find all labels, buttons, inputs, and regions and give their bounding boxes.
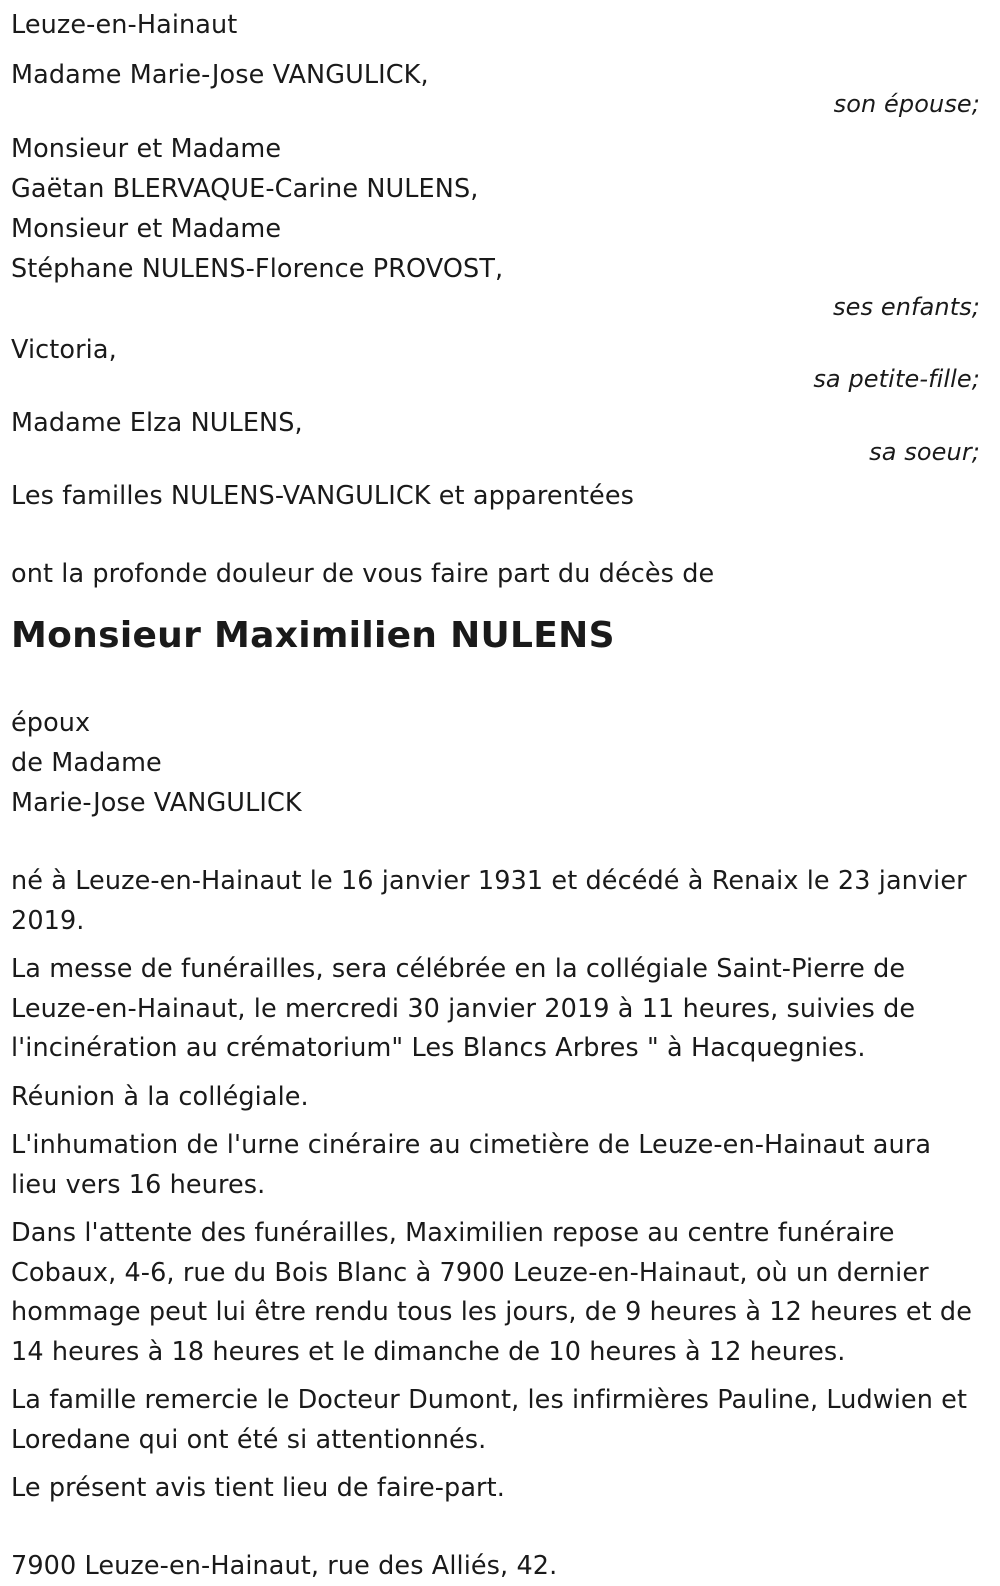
mourner-spouse (11, 55, 981, 116)
birth-death-paragraph: né à Leuze-en-Hainaut le 16 janvier 1931 et décédé à Renaix le 23 janvier 2019. (11, 866, 967, 936)
mass-paragraph: La messe de funérailles, sera célébrée en la collégiale Saint-Pierre de Leuze-en-Hainaut, le mercredi 30 janvier 2019 à 11 heures, suivies de l'incinération au crématorium" Les Blancs Arbres " à Hacquegnies. (11, 954, 916, 1063)
death-notice (11, 0, 981, 1586)
announcement-line: ont la profonde douleur de vous faire part du décès de (11, 559, 715, 589)
notice-paragraph: Le présent avis tient lieu de faire-part. (11, 1473, 505, 1503)
burial-paragraph: L'inhumation de l'urne cinéraire au cimetière de Leuze-en-Hainaut aura lieu vers 16 heures. (11, 1130, 932, 1200)
mourner-relation: sa soeur; (869, 438, 980, 466)
meeting-paragraph: Réunion à la collégiale. (11, 1081, 309, 1112)
deceased-name: Monsieur Maximilien NULENS (11, 615, 615, 656)
mourner-relation: son épouse; (833, 90, 980, 118)
spouse-line: époux (11, 708, 91, 738)
spouse-line: Marie-Jose VANGULICK (11, 788, 302, 818)
mourner-line: Madame Elza NULENS, (11, 408, 303, 438)
mourner-line: Monsieur et Madame (11, 214, 282, 244)
spouse-of-block (11, 703, 981, 823)
mourner-relation: sa petite-fille; (813, 365, 980, 393)
mourner-line: Monsieur et Madame (11, 134, 282, 164)
mourner-relation: ses enfants; (833, 293, 980, 321)
header-town: Leuze-en-Hainaut (11, 10, 238, 40)
mourner-line: Victoria, (11, 335, 117, 365)
mourner-granddaughter (11, 330, 981, 391)
mourner-line: Stéphane NULENS-Florence PROVOST, (11, 254, 504, 284)
spouse-line: de Madame (11, 748, 162, 778)
mourner-line: Madame Marie-Jose VANGULICK, (11, 60, 429, 90)
mourner-children (11, 129, 981, 319)
mourner-line: Gaëtan BLERVAQUE-Carine NULENS, (11, 174, 479, 204)
families-line: Les familles NULENS-VANGULICK et apparentées (11, 481, 635, 511)
mourner-sister (11, 403, 981, 464)
viewing-paragraph: Dans l'attente des funérailles, Maximilien repose au centre funéraire Cobaux, 4-6, rue du Bois Blanc à 7900 Leuze-en-Hainaut, où un dernier hommage peut lui être rendu tous les jours, de 9 heures à 12 heures et de 14 heures à 18 heures et le dimanche de 10 heures à 12 heures. (11, 1218, 972, 1367)
address-line: 7900 Leuze-en-Hainaut, rue des Alliés, 42. (11, 1550, 558, 1581)
notice-body (11, 862, 981, 1509)
thanks-paragraph: La famille remercie le Docteur Dumont, les infirmières Pauline, Ludwien et Loredane qui ont été si attentionnés. (11, 1385, 968, 1455)
